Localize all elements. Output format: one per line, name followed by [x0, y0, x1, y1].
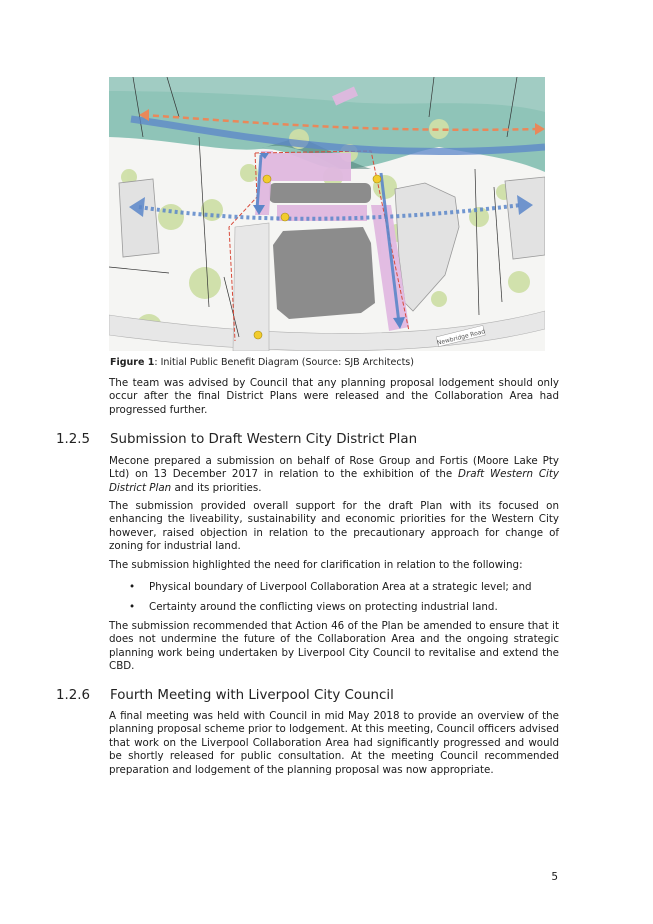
section-125-paragraph-4: The submission recommended that Action 46 of the Plan be amended to ensure that it does not undermine the future of the Collaboration Area and the ongoing strategic planning work being undertaken by Liverpool City Council to revitalise and extend the CBD. — [109, 620, 559, 673]
bullet-list — [109, 581, 569, 621]
list-item: • Physical boundary of Liverpool Collaboration Area at a strategic level; and — [129, 581, 532, 593]
section-number: 1.2.5 — [56, 432, 91, 447]
section-125-paragraph-1: Mecone prepared a submission on behalf of Rose Group and Fortis (Moore Lake Pty Ltd) on 13 December 2017 in relation to the exhibition of the Draft Western City District Plan and its priorities. — [109, 455, 559, 494]
section-number: 1.2.6 — [56, 688, 91, 703]
bullet-icon: • — [129, 601, 136, 613]
list-item: • Certainty around the conflicting views on protecting industrial land. — [129, 601, 498, 613]
section-125-paragraph-3: The submission highlighted the need for clarification in relation to the following: — [109, 559, 523, 571]
caption-text: : Initial Public Benefit Diagram (Source: SJB Architects) — [154, 357, 414, 368]
public-benefit-diagram — [109, 77, 545, 351]
section-heading-126 — [56, 688, 394, 703]
intro-paragraph: The team was advised by Council that any planning proposal lodgement should only occur after the final District Plans were released and the Collaboration Area had progressed further. — [109, 377, 559, 416]
section-heading-125 — [56, 432, 417, 447]
road-label: Newbridge Road — [436, 328, 486, 347]
section-125-paragraph-2: The submission provided overall support for the draft Plan with its focused on enhancing the liveability, sustainability and economic priorities for the Western City however, raised objection in relation to the precautionary approach for change of zoning for industrial land. — [109, 500, 559, 553]
caption-label: Figure 1 — [110, 357, 155, 368]
section-title: Fourth Meeting with Liverpool City Council — [110, 688, 394, 703]
section-126-paragraph-1: A final meeting was held with Council in mid May 2018 to provide an overview of the planning proposal scheme prior to lodgement. At this meeting, Council officers advised that work on the Liverpool Collaboration Area had significantly progressed and would be shortly released for public consultation. At the meeting Council recommended preparation and lodgement of the planning proposal was now appropriate. — [109, 710, 559, 776]
bullet-icon: • — [129, 581, 136, 593]
page-number: 5 — [551, 871, 558, 883]
section-title: Submission to Draft Western City District Plan — [110, 432, 418, 447]
figure-caption — [110, 357, 414, 368]
